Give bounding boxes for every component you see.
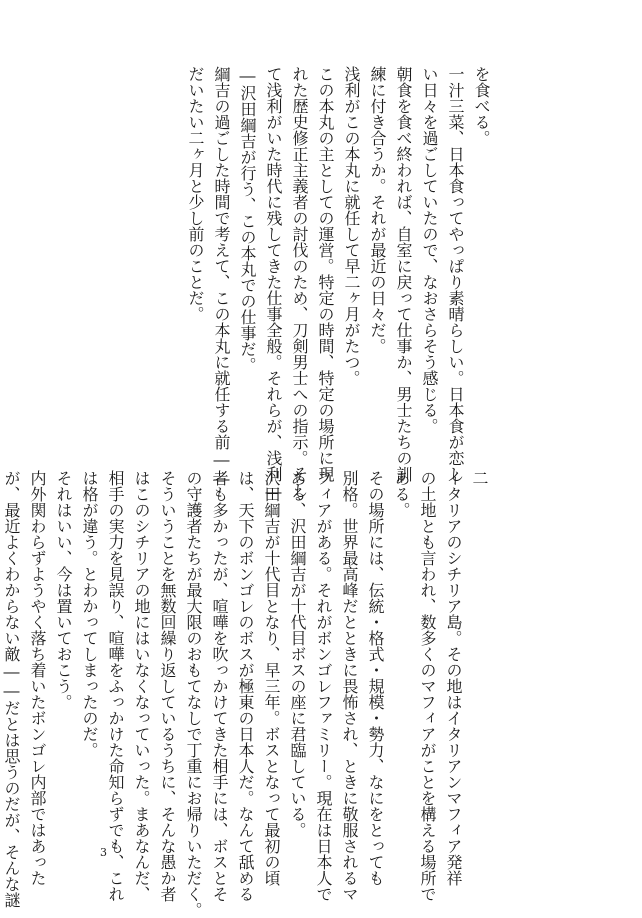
text-line: 内外関わらずようやく落ち着いたボンゴレ内部ではあった [28, 470, 47, 886]
text-line: 朝食を食べ終われば、自室に戻って仕事か、男士たちの訓 [394, 66, 413, 482]
text-line: 沢田綱吉が十代目となり、早三年。ボスとなって最初の頃 [262, 470, 281, 886]
text-line: て浅利がいた時代に残してきた仕事全般。それらが、浅利― [264, 66, 283, 501]
text-line: イタリアのシチリア島。その地はイタリアンマフィア発祥 [444, 470, 463, 886]
text-line: 浅利がこの本丸に就任して早二ヶ月がたつ。 [342, 66, 361, 386]
text-line: フィアがある。それがボンゴレファミリー。現在は日本人で [314, 470, 333, 902]
text-line: ある。 [392, 470, 411, 518]
page-number: 3 [100, 846, 107, 859]
text-line: の土地とも言われ、数多くのマフィアがことを構える場所で [418, 470, 437, 902]
text-line: い日々を過ごしていたので、なおさらそう感じる。 [420, 66, 439, 434]
text-line: 相手の実力を見誤り、喧嘩をふっかけた命知らずでも、これ [106, 470, 125, 902]
text-line: 別格。世界最高峰だとときに畏怖され、ときに敬服されるマ [340, 470, 359, 902]
text-line: 綱吉の過ごした時間で考えて、この本丸に就任する前―― [212, 66, 231, 488]
text-line: ―沢田綱吉が行う、この本丸での仕事だ。 [238, 66, 257, 373]
lower-text-block [0, 470, 492, 918]
chapter-heading: 二 [470, 470, 489, 486]
text-line: は、天下のボンゴレのボスが極東の日本人だ。なんて舐める [236, 470, 255, 902]
text-line: ある、沢田綱吉が十代目ボスの座に君臨している。 [288, 470, 307, 838]
text-line: その場所には、伝統・格式・規模・勢力、なにをとっても [366, 470, 385, 886]
text-line: を食べる。 [472, 66, 491, 146]
text-line: れた歴史修正主義者の討伐のため、刀剣男士への指示。そし [290, 66, 309, 498]
text-line: は格が違う。とわかってしまったのだ。 [80, 470, 99, 758]
text-line: 練に付き合うか。それが最近の日々だ。 [368, 66, 387, 354]
text-line: だいたい二ヶ月と少し前のことだ。 [186, 66, 205, 322]
text-line: この本丸の主としての運営。特定の時間、特定の場所に現 [316, 66, 335, 482]
text-line: が、最近よくわからない敵――だとは思うのだが、そんな謎 [2, 470, 21, 908]
text-line: はこのシチリアの地にはいなくなっていった。まあなんだ、 [132, 470, 151, 902]
text-line: それはいい、今は置いておこう。 [54, 470, 73, 710]
text-line: そういうことを無数回繰り返しているうちに、そんな愚か者 [158, 470, 177, 902]
text-line: 者も多かったが、喧嘩を吹っかけてきた相手には、ボスとそ [210, 470, 229, 902]
text-line: の守護者たちが最大限のおもてなしで丁重にお帰りいただく。 [184, 470, 203, 918]
text-line: 一汁三菜、日本食ってやっぱり素晴らしい。日本食が恋し [446, 66, 465, 482]
